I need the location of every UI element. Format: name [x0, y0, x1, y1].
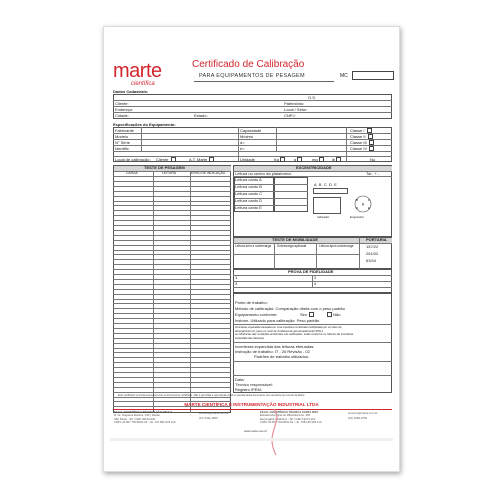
col-carga: CARGA — [126, 171, 138, 175]
unidade-label: Unidade — [240, 156, 255, 162]
footer-right-name: FILIAL ASSISTÊNCIA TÉCNICA SANTA RITA — [260, 410, 319, 414]
classe-1-label: Classe I — [350, 128, 365, 133]
footer-left-email[interactable]: servicos@marte.com.br — [199, 411, 229, 415]
exc-line — [234, 191, 308, 192]
pesagem-row-line[interactable] — [113, 367, 231, 368]
mob-col-sobrecarga: Sobrecarga aplicada — [277, 244, 307, 248]
pesagem-row-line[interactable] — [113, 362, 231, 363]
fid-line — [233, 287, 392, 288]
calibration-certificate-sheet — [103, 26, 400, 472]
equip-conforme-label: Equipamento conforme: — [235, 312, 278, 317]
unit-mg-label: mg — [312, 156, 318, 162]
footer-left-line: São Paulo - SP | CEP 04143-020 — [114, 416, 156, 421]
marte-logo — [113, 61, 162, 88]
pesagem-row-line[interactable] — [113, 406, 231, 407]
pesagem-row-line[interactable] — [113, 284, 231, 285]
disclaimer: Este certificado se limita exclusivamente ao instrumento certificado. Não é permitida a reprodução (total ou parcial) deste documento sem anuência por escrito da Marte. — [118, 394, 306, 397]
metodo-calibracao: Método de calibração: Comparação direta com o peso padrão — [235, 306, 345, 311]
platform-letter-e: E — [367, 206, 371, 210]
instrum-utilizado: Instrum. Utilizado para calibração: Peso padrão — [235, 318, 320, 323]
footer-right-phone: (19) 3469-0700 — [348, 416, 368, 421]
fabricante-label: Fabricante — [115, 128, 134, 133]
pesagem-row-line[interactable] — [113, 220, 231, 221]
estado-label: Estado: — [194, 113, 208, 118]
ponto-trabalho: Ponto de trabalho: — [235, 300, 268, 305]
incerteza-note-line: abrangência k=2, para um nível de confiança de aproximadamente 95% e — [235, 329, 324, 333]
classe-3 — [350, 140, 374, 145]
pesagem-row-line[interactable] — [113, 357, 231, 358]
unit-mg-checkbox[interactable] — [319, 157, 324, 162]
pesagem-row-line[interactable] — [113, 348, 231, 349]
pesagem-row-line[interactable] — [113, 264, 231, 265]
tolerance-label: Tol.: + - — [366, 171, 380, 176]
mc-label: MC — [340, 73, 348, 79]
pesagem-row-line[interactable] — [113, 240, 231, 241]
corner-c-label: Leitura canto C — [235, 191, 263, 196]
footer-right-email[interactable]: servicos@marte.com.br — [348, 411, 378, 415]
pesagem-row-line[interactable] — [113, 382, 231, 383]
mob-col-line — [359, 237, 360, 269]
local-calibracao-label: Local de calibração: — [115, 156, 151, 162]
info-line — [233, 324, 392, 325]
patrimonio-label: Patrimônio: — [284, 101, 305, 106]
exc-line — [234, 184, 308, 185]
corner-d-label: Leitura canto D — [235, 198, 263, 203]
equip-col-line — [141, 127, 142, 151]
unit-lb — [332, 157, 341, 162]
pesagem-row-line[interactable] — [113, 274, 231, 275]
equipment-section-label: Especificações do Equipamento: — [113, 122, 176, 127]
pesagem-row-line[interactable] — [113, 205, 231, 206]
mob-col-line — [274, 243, 275, 269]
registro-label: Registro IPEM: — [235, 387, 262, 392]
pesagem-row-line[interactable] — [113, 259, 231, 260]
fidelidade-header: PROVA DE FIDELIDADE — [288, 269, 334, 274]
pesagem-row-line[interactable] — [113, 328, 231, 329]
classe-2-checkbox[interactable] — [368, 134, 373, 139]
unit-g — [294, 157, 302, 162]
brand-name: marte — [113, 60, 162, 82]
brand-tagline: científica — [131, 81, 155, 87]
classe-1-checkbox[interactable] — [367, 128, 372, 133]
footer-right-line: Reçongaba | Valinhos - SP | CEP 13273-101 — [260, 416, 316, 421]
incerteza-note-line: Incertezas expandida baseada em uma incerteza combinada multiplicada por um fator de — [235, 326, 342, 329]
pesagem-row-line[interactable] — [113, 392, 231, 393]
client-row-line — [113, 100, 392, 101]
pesagem-row-line[interactable] — [113, 387, 231, 388]
unit-lb-checkbox[interactable] — [336, 157, 341, 162]
leitura-centro-label: Leitura no centro da plataforma: — [235, 171, 292, 176]
footer-right-line: CNPJ 44.667.791/0001-62 - I.E. 708.145.965.110 — [260, 420, 322, 425]
unit-kg-label: Kg — [274, 156, 279, 162]
classe-2-label: Classe II — [350, 134, 366, 139]
footer-right-line: Estrada Municipal do Ribeirãozinho, 460 — [260, 413, 311, 418]
subtitle-underline — [194, 81, 334, 82]
serie-label: N° Série — [115, 140, 130, 145]
unit-kg — [274, 157, 285, 162]
sim-checkbox[interactable] — [309, 312, 314, 317]
incertezas-label: Incertezas expandida das leituras efetuadas: — [235, 344, 315, 349]
indicador-label: Indicador — [317, 215, 330, 219]
atmarte-checkbox[interactable] — [209, 157, 214, 162]
letter-c: C — [323, 182, 327, 187]
capacidade-label: Capacidade — [240, 128, 262, 133]
classe-4-checkbox[interactable] — [369, 146, 374, 151]
pesagem-row-line[interactable] — [113, 289, 231, 290]
classe-4 — [350, 146, 374, 151]
letter-b: B — [318, 182, 322, 187]
corner-b-label: Leitura canto B — [235, 184, 262, 189]
fid-row-2: 2 — [314, 275, 317, 280]
cnpj-label: CNPJ: — [284, 113, 296, 118]
atmarte-option-label: A.T. Marte — [189, 156, 208, 162]
mob-col-line — [316, 243, 317, 269]
col-erro: ERRO DE INDICAÇÃO — [191, 171, 226, 175]
fid-row-4: 4 — [314, 281, 317, 286]
exc-line — [234, 198, 308, 199]
local-setor-label: Local / Setor: — [284, 107, 308, 112]
unit-g-checkbox[interactable] — [297, 157, 302, 162]
pesagem-row-line[interactable] — [113, 377, 231, 378]
pesagem-row-line[interactable] — [113, 225, 231, 226]
classe-3-checkbox[interactable] — [369, 140, 374, 145]
pesagem-row-line[interactable] — [113, 245, 231, 246]
cidade-label: Cidade: — [115, 113, 129, 118]
portaria-3: 63/44 — [366, 258, 377, 263]
incerteza-note — [235, 326, 353, 340]
cliente-option-label: Cliente — [156, 156, 169, 162]
cliente-checkbox[interactable] — [171, 157, 176, 162]
pesagem-row-line[interactable] — [113, 186, 231, 187]
pesagem-row-line[interactable] — [113, 269, 231, 270]
letter-e: E — [334, 182, 337, 187]
classe-4-label: Classe IV — [350, 146, 368, 151]
nao-label: Não — [333, 312, 341, 317]
platform-center-letter: A — [361, 202, 365, 207]
corner-a-label: Leitura canto A — [235, 177, 262, 182]
footer-company: MARTE CIENTÍFICA E INSTRUMENTAÇÃO INDUSTRIAL LTDA — [184, 402, 319, 407]
ribbon-path — [272, 409, 277, 455]
platform-diagram — [349, 194, 377, 214]
footer-bar — [110, 438, 393, 441]
platform-letter-b: B — [355, 198, 359, 202]
footer-left-contact — [199, 412, 229, 421]
classe-1 — [350, 128, 372, 133]
pesagem-row-line[interactable] — [113, 279, 231, 280]
pesagem-row-line[interactable] — [113, 308, 231, 309]
pesagem-row-line[interactable] — [113, 235, 231, 236]
info-line — [233, 375, 392, 376]
info-line — [233, 361, 392, 362]
portaria-1: 157/22 — [366, 244, 379, 249]
mc-field[interactable] — [352, 71, 394, 80]
pesagem-row-line[interactable] — [113, 294, 231, 295]
portaria-header: PORTARIA — [366, 237, 387, 242]
pesagem-row-line[interactable] — [113, 201, 231, 202]
fid-col-line — [312, 275, 313, 287]
pesagem-row-line[interactable] — [113, 323, 231, 324]
unit-lb-label: lb — [332, 156, 336, 162]
client-section-label: Dados Cadastrais: — [113, 89, 149, 94]
cliente-label: Cliente: — [115, 101, 129, 106]
pesagem-row-line[interactable] — [113, 333, 231, 334]
fid-row-1: 1 — [235, 275, 238, 280]
pesagem-row-line[interactable] — [113, 397, 231, 398]
pesagem-row-line[interactable] — [113, 303, 231, 304]
os-label: O.S. — [308, 95, 317, 100]
e-label: e= — [240, 146, 245, 151]
col-leitura: LEITURA — [162, 171, 176, 175]
footer-left-line: CNPJ 44.667.791/0002-43 - I.E. 147.891.633.119 — [114, 420, 176, 425]
pesagem-row-line[interactable] — [113, 318, 231, 319]
pesagem-row-line[interactable] — [113, 210, 231, 211]
footer-left-line: R. Dr. Nogueira Martins, 235 | Saúde — [114, 413, 160, 418]
unit-nu-label: Nu — [370, 156, 376, 162]
pesagem-row-line[interactable] — [113, 313, 231, 314]
footer-left-address — [114, 411, 175, 425]
footer-left-phone: (11) 3411-4500 — [199, 416, 218, 421]
mob-col-apos: Leitura após sobrecarga — [319, 244, 354, 248]
pesagem-row-line[interactable] — [113, 343, 231, 344]
corner-letters — [314, 182, 337, 187]
pesagem-row-line[interactable] — [113, 352, 231, 353]
pesagem-row-line[interactable] — [113, 191, 231, 192]
corner-e-label: Leitura canto E — [235, 205, 262, 210]
cliente-option — [156, 157, 176, 162]
equip-col-line — [346, 127, 347, 162]
identific-label: Identific. — [115, 146, 130, 151]
conforme-nao — [326, 312, 340, 317]
sim-label: Sim — [300, 312, 307, 317]
nao-checkbox[interactable] — [327, 312, 332, 317]
footer-website[interactable]: www.marte.com.br — [244, 429, 268, 433]
corner-value-col[interactable] — [274, 177, 308, 212]
tecnico-label: Técnico responsável: — [235, 382, 273, 387]
client-row-line — [113, 106, 392, 107]
pesagem-row-line[interactable] — [113, 176, 231, 177]
engrandor-label: Engrandor — [350, 215, 365, 219]
pesagem-row-line[interactable] — [113, 215, 231, 216]
pesagem-row-line[interactable] — [113, 338, 231, 339]
minimo-label: Mínimo — [240, 134, 254, 139]
d-label: d= — [240, 140, 245, 145]
atmarte-option — [189, 157, 214, 162]
info-line — [233, 342, 392, 343]
page-subtitle: PARA EQUIPAMENTOS DE PESAGEM — [199, 73, 305, 79]
classe-3-label: Classe III — [350, 140, 367, 145]
pesagem-row-line[interactable] — [113, 372, 231, 373]
mobilidade-header: TESTE DE MOBILIDADE — [272, 237, 319, 242]
padroes-label: Padrões de trabalho utilizados: — [254, 354, 309, 359]
pesagem-row-line[interactable] — [113, 299, 231, 300]
incerteza-note-line: as influências das condições ambientais nas calibrações, estão conforme os cálculos de incertezas — [235, 333, 354, 337]
unit-kg-checkbox[interactable] — [280, 157, 285, 162]
portaria-2: 261/02 — [366, 251, 379, 256]
letters-value-row — [313, 188, 348, 194]
footer-right-contact — [348, 412, 378, 421]
equip-col-line — [276, 127, 277, 151]
conforme-sim — [300, 312, 314, 317]
footer-left-name: FILIAL ASSISTÊNCIA TÉCNICA SÃO PAULO — [114, 410, 173, 414]
endereco-label: Endereço: — [115, 107, 134, 112]
pesagem-row-line[interactable] — [113, 254, 231, 255]
pesagem-row-line[interactable] — [113, 401, 231, 402]
excentricidade-header: EXCENTRICIDADE — [296, 165, 332, 170]
corner-label-col — [234, 177, 274, 212]
pesagem-header: TESTE DE PESAGEM — [144, 165, 185, 170]
mob-line — [233, 254, 359, 255]
unit-mg — [312, 157, 324, 162]
letter-d: D — [328, 182, 332, 187]
data-label: Data: — [235, 377, 245, 382]
pesagem-row-line[interactable] — [113, 250, 231, 251]
page-title: Certificado de Calibração — [192, 59, 305, 70]
instrucao-trabalho: Instrução de trabalho: IT - 26 Revisão - 02 — [235, 349, 310, 354]
incerteza-note-line: expandida das balanças. — [235, 336, 265, 340]
letter-a: A — [314, 182, 317, 187]
fid-row-3: 3 — [235, 281, 238, 286]
unit-g-label: g — [294, 156, 297, 162]
platform-letter-c: C — [367, 198, 371, 202]
classe-2 — [350, 134, 373, 139]
client-row-line — [113, 112, 392, 113]
indicador-diagram — [313, 197, 341, 214]
exc-line — [234, 205, 308, 206]
equip-col-line — [238, 127, 239, 162]
modelo-label: Modelo — [115, 134, 129, 139]
mob-col-sem: Leitura sem a sobrecarga — [235, 244, 272, 248]
pesagem-row-line[interactable] — [113, 230, 231, 231]
pesagem-row-line[interactable] — [113, 196, 231, 197]
platform-letter-d: D — [355, 206, 359, 210]
pesagem-row-line[interactable] — [113, 181, 231, 182]
